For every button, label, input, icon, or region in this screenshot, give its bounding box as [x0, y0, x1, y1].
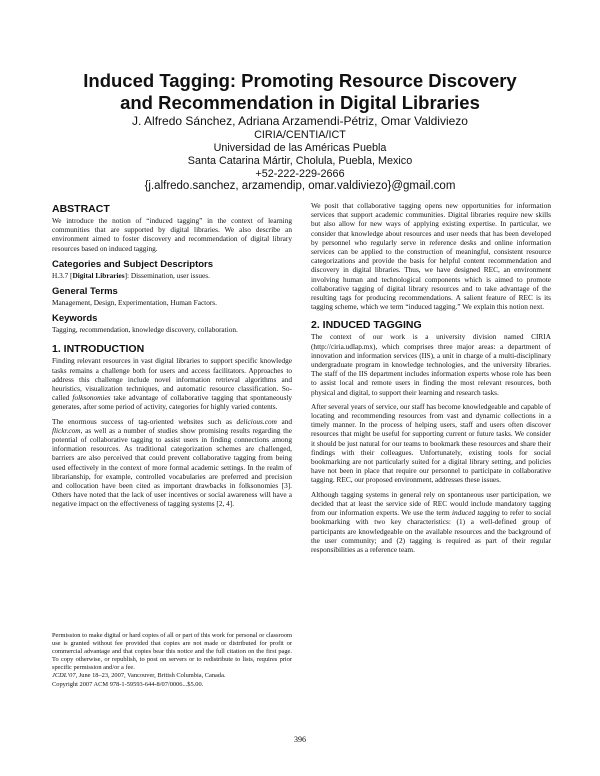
keywords-heading: Keywords [52, 313, 98, 325]
general-terms-text: Management, Design, Experimentation, Human Factors. [52, 298, 217, 308]
author-block [40, 114, 560, 181]
affiliation-line: Universidad de las Américas Puebla [213, 142, 387, 154]
categories-heading: Categories and Subject Descriptors [52, 258, 214, 270]
right-intro-paragraph: We posit that collaborative tagging opens new opportunities for information services that support academic communities. Digital libraries require new skills but also allow for new ways of applying existing expertise. In particular, we consider that knowledge about resources and user needs that has been developed by personnel who regularly serve in reference desks and online information services can be applied to the construction of meaningful, consistent resource categorizations and provide the basis for helpful content recommendation and discovery in digital libraries. Thus, we have designed REC, an environment involving human and technological components which is aimed to promote collaborative tagging of digital library resources and to take advantage of the resulting tags for producing recommendations. A salient feature of REC is its tagging scheme, which we term “induced tagging.” We explain this notion next. [311, 201, 551, 312]
emphasis-run: flickr.com [52, 425, 81, 435]
conference-name: JCDL’07 [52, 672, 76, 680]
keywords-text: Tagging, recommendation, knowledge discovery, collaboration. [52, 325, 238, 335]
affiliation-line: Santa Catarina Mártir, Cholula, Puebla, Mexico [187, 155, 413, 167]
conference-details: , June 18–23, 2007, Vancouver, British Columbia, Canada. [75, 672, 226, 680]
category-rest: ]: Dissemination, user issues. [124, 270, 210, 280]
affiliation-line: CIRIA/CENTIA/ICT [254, 129, 346, 141]
left-column [52, 203, 292, 514]
introduction-paragraph-1 [52, 356, 292, 411]
emphasis-run: delicious.com [236, 416, 277, 426]
permission-notice [52, 632, 292, 689]
abstract-heading: ABSTRACT [52, 203, 110, 215]
text-run: The enormous success of tag-oriented websites such as [52, 416, 237, 426]
author-emails: {j.alfredo.sanchez, arzamendip, omar.valdiviezo}@gmail.com [144, 180, 456, 192]
emphasis-run: induced tagging [452, 508, 500, 518]
text-run: , as well as a number of studies show promising results regarding the potential of collaborative tagging to assist users in finding connections among information resources. As traditional categorization schemes are challenged, barriers are also perceived that could prevent collaborative tagging from being used effectively in the context of more formal academic settings. In the realm of librarianship, for example, controlled vocabularies are preferred and precision and collocation have been cited as important drawbacks in folksonomies [3]. Others have noted that the lack of user incentives or social awareness will have a negative impact on the effectiveness of tagging systems [2, 4]. [52, 425, 292, 509]
text-run: take advantage of collaborative tagging that spontaneously generates, after some period of activity, categories for highly varied contents. [52, 393, 292, 412]
induced-paragraph-2: After several years of service, our staff has become knowledgeable and capable of locating and recommending resources from vast and dynamic collections in a timely manner. In the process of helping users, staff and users often discover resources that might be useful for supporting current or future tasks. We consider it should be just natural for our teams to bookmark these resources and share their findings with their colleagues. Unfortunately, existing tools for social bookmarking are not particularly suited for a digital library setting, and policies have not been in place that require our personnel to participate in collaborative tagging. REC, our proposed environment, addresses these issues. [311, 401, 551, 485]
introduction-heading: 1. INTRODUCTION [52, 343, 145, 356]
page-number: 396 [294, 735, 306, 744]
introduction-paragraph-2 [52, 417, 292, 509]
title-line-2: and Recommendation in Digital Libraries [120, 92, 480, 113]
categories-text [52, 271, 292, 280]
general-terms-heading: General Terms [52, 286, 118, 298]
category-term: Digital Libraries [72, 270, 125, 280]
text-run: Although tagging systems in general rely on spontaneous user participation, we decided that at least the service side of REC would include mandatory tagging from our information experts. We use the term [311, 489, 551, 518]
title-line-1: Induced Tagging: Promoting Resource Discovery [83, 70, 517, 91]
emphasis-run: folksonomies [72, 393, 111, 403]
category-code: H.3.7 [ [52, 270, 73, 280]
permission-text: Permission to make digital or hard copies of all or part of this work for personal or classroom use is granted without fee provided that copies are not made or distributed for profit or commercial advantage and that copies bear this notice and the full citation on the first page. To copy otherwise, or republish, to post on servers or to redistribute to lists, requires prior specific permission and/or a fee. [52, 632, 292, 672]
author-names: J. Alfredo Sánchez, Adriana Arzamendi-Pétriz, Omar Valdiviezo [132, 114, 468, 128]
conference-line [52, 672, 292, 680]
text-run: to refer to social bookmarking with two key characteristics: (1) a well-defined group of participants are knowledgeable on the available resources and the background of the user community; and (2) tagging is required as part of their regular responsibilities as a reference team. [311, 508, 551, 554]
affiliation-phone: +52-222-229-2666 [255, 168, 345, 180]
copyright-line: Copyright 2007 ACM 978-1-59593-644-8/07/0006...$5.00. [52, 680, 204, 688]
right-column [311, 201, 551, 559]
text-run: Finding relevant resources in vast digital libraries to support specific knowledge tasks remains a challenge both for users and access facilitators. Approaches to address this challenge include novel information retrieval algorithms and heuristics, visualization techniques, and automatic resource classification. So-called [52, 356, 292, 403]
text-run: and [276, 416, 292, 426]
abstract-text: We introduce the notion of “induced tagging” in the context of learning communities that are supported by digital libraries. We also describe an environment aimed to foster discovery and recommendation of digital library resources based on induced tagging. [52, 216, 292, 253]
induced-paragraph-1: The context of our work is a university division named CIRIA (http://ciria.udlap.mx), which comprises three major areas: a department of innovation and information services (IIS), a unit in charge of a multi-disciplinary undergraduate program in knowledge technologies, and the university libraries. The staff of the IIS department includes information experts whose role has been to assist local and remote users in finding the most relevant resources, both physical and digital, to support their learning and research tasks. [311, 332, 551, 397]
induced-paragraph-3 [311, 490, 551, 554]
paper-title [40, 70, 560, 114]
induced-tagging-heading: 2. INDUCED TAGGING [311, 319, 422, 332]
